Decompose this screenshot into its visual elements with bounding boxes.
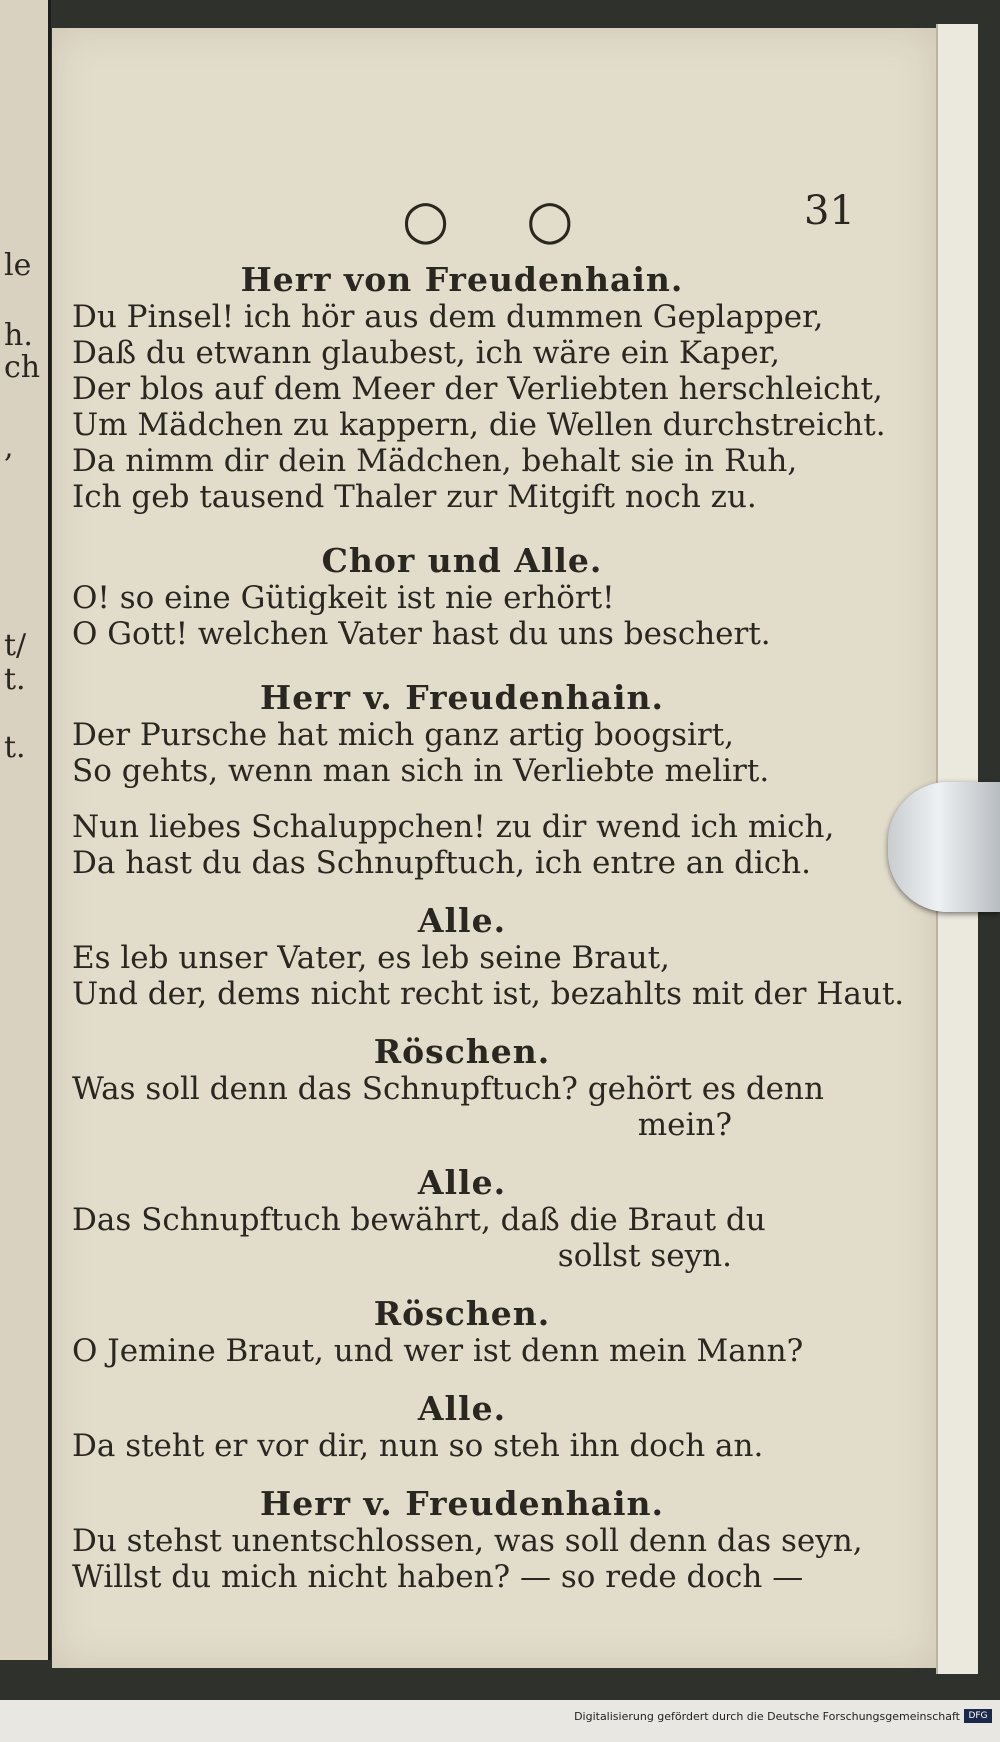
verse-line: Da steht er vor dir, nun so steh ihn doch an. xyxy=(72,1428,764,1464)
left-page-edge xyxy=(0,0,51,1660)
verse-line: Du stehst unentschlossen, was soll denn das seyn, xyxy=(72,1523,863,1559)
verse-line: So gehts, wenn man sich in Verliebte melirt. xyxy=(72,753,770,789)
verse-line: Es leb unser Vater, es leb seine Braut, xyxy=(72,940,670,976)
verse-line: Das Schnupftuch bewährt, daß die Braut du xyxy=(72,1202,766,1238)
verse-line: Was soll denn das Schnupftuch? gehört es denn xyxy=(72,1071,824,1107)
speaker-heading: Alle. xyxy=(417,1163,507,1202)
verse-line: O! so eine Gütigkeit ist nie erhört! xyxy=(72,580,615,616)
left-fragment: t/ xyxy=(4,628,27,663)
speaker-heading: Alle. xyxy=(417,901,507,940)
book-page xyxy=(52,28,936,1668)
left-fragment: t. xyxy=(4,730,26,765)
footer-credit: Digitalisierung gefördert durch die Deutsche Forschungsgemeinschaft xyxy=(574,1710,960,1723)
ornament: ○ ○ xyxy=(402,188,604,251)
speaker-heading: Röschen. xyxy=(373,1032,551,1071)
speaker-heading: Alle. xyxy=(417,1389,507,1428)
speaker-heading: Herr von Freudenhain. xyxy=(240,260,684,299)
left-fragment: h. xyxy=(4,318,33,353)
verse-line: Um Mädchen zu kappern, die Wellen durchstreicht. xyxy=(72,407,886,443)
dfg-logo: DFG xyxy=(964,1709,992,1723)
verse-line: Der blos auf dem Meer der Verliebten herschleicht, xyxy=(72,371,883,407)
footer-bar xyxy=(0,1700,1000,1742)
verse-line: Du Pinsel! ich hör aus dem dummen Geplapper, xyxy=(72,299,824,335)
page-number: 31 xyxy=(804,188,855,234)
verse-line: O Jemine Braut, und wer ist denn mein Mann? xyxy=(72,1333,804,1369)
verse-line: Da nimm dir dein Mädchen, behalt sie in Ruh, xyxy=(72,443,798,479)
left-fragment: t. xyxy=(4,662,26,697)
verse-line: Ich geb tausend Thaler zur Mitgift noch zu. xyxy=(72,479,757,515)
verse-line: Nun liebes Schaluppchen! zu dir wend ich mich, xyxy=(72,809,835,845)
verse-line: Willst du mich nicht haben? — so rede doch — xyxy=(72,1559,804,1595)
speaker-heading: Chor und Alle. xyxy=(321,541,603,580)
verse-continuation: mein? xyxy=(637,1107,732,1143)
verse-line: Da hast du das Schnupftuch, ich entre an dich. xyxy=(72,845,812,881)
verse-line: Und der, dems nicht recht ist, bezahlts mit der Haut. xyxy=(72,976,905,1012)
verse-line: Daß du etwann glaubest, ich wäre ein Kaper, xyxy=(72,335,780,371)
left-fragment: le xyxy=(4,248,32,283)
left-fragment: , xyxy=(4,430,14,465)
page-turn-handle[interactable] xyxy=(888,782,1000,912)
verse-line: Der Pursche hat mich ganz artig boogsirt, xyxy=(72,717,735,753)
speaker-heading: Röschen. xyxy=(373,1294,551,1333)
verse-continuation: sollst seyn. xyxy=(557,1238,732,1274)
speaker-heading: Herr v. Freudenhain. xyxy=(260,1484,664,1523)
speaker-heading: Herr v. Freudenhain. xyxy=(260,678,664,717)
verse-line: O Gott! welchen Vater hast du uns beschert. xyxy=(72,616,771,652)
left-fragment: ch xyxy=(4,350,41,385)
page-text xyxy=(72,260,905,1595)
